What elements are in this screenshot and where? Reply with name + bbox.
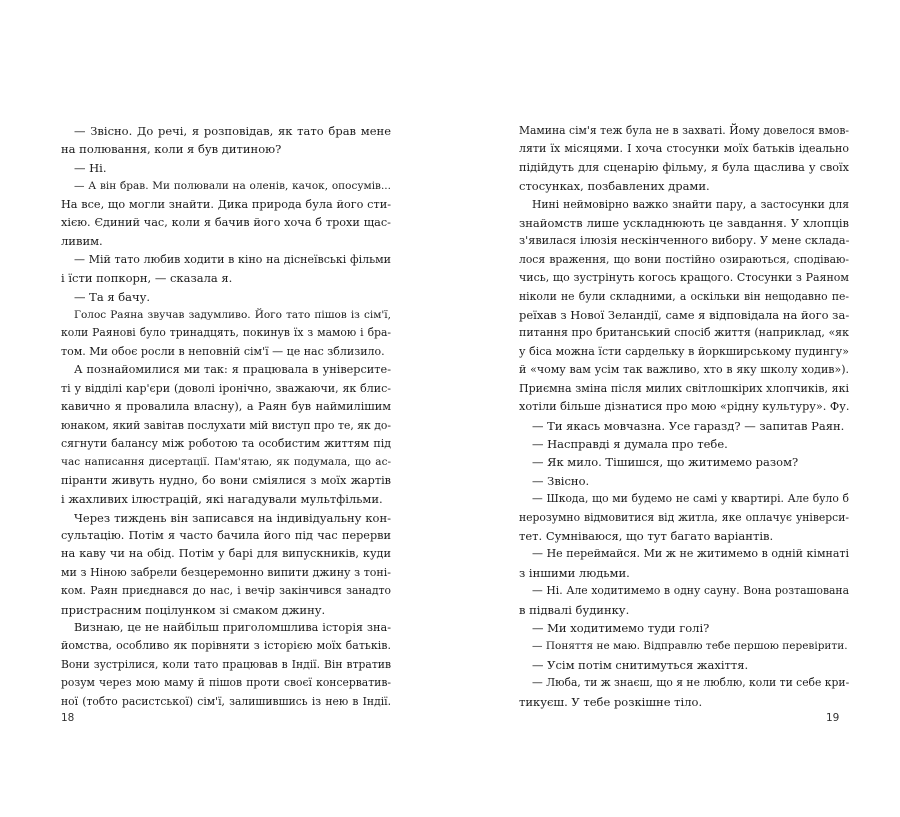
right-page-body — [519, 122, 849, 711]
paragraph — [61, 159, 391, 177]
text-line: на каву чи на обід. Потім у барі для випускників, куди — [61, 547, 391, 561]
text-line: Мамина сім'я теж була не в захваті. Йому довелося вмов- — [519, 124, 849, 137]
text-line: — Ми ходитимемо туди голі? — [532, 620, 710, 635]
text-line: ком. Раян приєднався до нас, і вечір закінчився занадто — [61, 584, 391, 598]
paragraph — [519, 545, 849, 582]
text-line: Вони зустрілися, коли тато працював в Індії. Він втратив — [61, 657, 391, 671]
text-line: — Не переймайся. Ми ж не житимемо в одній кімнаті — [532, 547, 849, 561]
text-line: хотіли більше дізнатися про мою «рідну культуру». Фу. — [519, 400, 849, 414]
paragraph — [519, 417, 849, 435]
text-line: — Ні. — [74, 160, 107, 175]
paragraph — [519, 674, 849, 711]
text-line: — Ти якась мовчазна. Усе гаразд? — запитав Раян. — [532, 418, 845, 433]
text-line: хією. Єдиний час, коли я бачив його хоча б трохи щас- — [61, 216, 391, 230]
text-line: — Усім потім снитимуться жахіття. — [532, 657, 749, 672]
text-line: Голос Раяна звучав задумливо. Його тато пішов із сім'ї, — [74, 309, 391, 322]
paragraph — [519, 656, 849, 674]
paragraph — [519, 122, 849, 196]
text-line: тет. Сумніваюся, що тут багато варіантів. — [519, 528, 774, 543]
paragraph — [519, 582, 849, 619]
text-line: ляти їх місяцями. І хоча стосунки моїх батьків ідеально — [519, 142, 849, 156]
text-line: підійдуть для сценарію фільму, я була щаслива у своїх — [519, 160, 849, 174]
text-line: — Шкода, що ми будемо не самі у квартирі. Але було б — [532, 492, 849, 506]
text-line: Приємна зміна після милих світлошкірих хлопчиків, які — [519, 381, 849, 395]
text-line: на полювання, коли я був дитиною? — [61, 142, 282, 157]
text-line: реїхав з Нової Зеландії, саме я відповідала на його за- — [519, 308, 849, 323]
paragraph — [519, 637, 849, 655]
text-line: — Мій тато любив ходити в кіно на діснеївські фільми — [74, 252, 391, 266]
text-line: стосунках, позбавлених драми. — [519, 179, 710, 194]
text-line: — Насправді я думала про тебе. — [532, 436, 728, 451]
text-line: питання про британський спосіб життя (наприклад, «як — [519, 326, 849, 340]
text-line: ливим. — [61, 234, 103, 249]
paragraph — [519, 619, 849, 637]
paragraph — [61, 288, 391, 306]
paragraph — [519, 490, 849, 545]
text-line: знайомств лише ускладнюють це завдання. У хлопців — [519, 216, 849, 231]
text-line: тикуєш. У тебе розкішне тіло. — [519, 694, 703, 709]
text-line: і жахливих ілюстрацій, які нагадували мультфільми. — [61, 492, 383, 507]
text-line: розум через мою маму й пішов проти своєї консерватив- — [61, 676, 391, 690]
paragraph — [519, 472, 849, 490]
page-number-right: 19 — [826, 712, 840, 724]
text-line: чись, що зустрінуть когось кращого. Стосунки з Раяном — [519, 271, 849, 285]
text-line: ті у відділі кар'єри (доволі іронічно, зважаючи, як блис- — [61, 381, 391, 395]
text-line: й «чому вам усім так важливо, хто в яку школу ходив»). — [519, 363, 849, 377]
text-line: На все, що могли знайти. Дика природа була його сти- — [61, 197, 391, 211]
paragraph — [519, 453, 849, 471]
paragraph — [61, 306, 391, 361]
text-line: в підвалі будинку. — [519, 602, 630, 617]
text-line: пристрасним поцілунком зі смаком джину. — [61, 602, 326, 617]
paragraph — [61, 619, 391, 711]
text-line: — Звісно. — [532, 473, 590, 488]
text-line: з іншими людьми. — [519, 565, 630, 580]
text-line: Нині неймовірно важко знайти пару, а застосунки для — [532, 197, 849, 211]
text-line: ніколи не були складними, а оскільки він нещодавно пе- — [519, 289, 849, 303]
text-line: нерозумно відмовитися від житла, яке оплачує універси- — [519, 510, 849, 524]
text-line: лося враження, що вони постійно озираються, сподіваю- — [519, 252, 849, 266]
text-line: ної (тобто расистської) сім'ї, залишившись із нею в Індії. — [61, 694, 391, 708]
left-page-body — [61, 122, 391, 711]
paragraph — [519, 435, 849, 453]
paragraph — [519, 196, 849, 417]
text-line: коли Раянові було тринадцять, покинув їх з мамою і бра- — [61, 326, 391, 340]
paragraph — [61, 509, 391, 619]
paragraph — [61, 361, 391, 508]
text-line: юнаком, який завітав послухати мій виступ про те, як до- — [61, 418, 391, 432]
text-line: з'явилася ілюзія нескінченного вибору. У мене склада- — [519, 234, 849, 248]
text-line: кавично я провалила власну), а Раян був наймилішим — [61, 400, 391, 414]
text-line: сультацію. Потім я часто бачила його під час перерви — [61, 528, 391, 542]
text-line: Визнаю, це не найбільш приголомшлива історія зна- — [74, 620, 391, 634]
paragraph — [61, 177, 391, 251]
text-line: — Ні. Але ходитимемо в одну сауну. Вона розташована — [532, 584, 849, 598]
text-line: А познайомилися ми так: я працювала в університе- — [74, 363, 391, 377]
text-line: час написання дисертації. Пам'ятаю, як подумала, що ас- — [61, 456, 391, 469]
text-line: — Поняття не маю. Відправлю тебе першою перевірити. — [532, 640, 848, 653]
text-line: — Як мило. Тішишся, що житимемо разом? — [532, 455, 799, 470]
text-line: — Звісно. До речі, я розповідав, як тато брав мене — [74, 124, 391, 138]
text-line: — А він брав. Ми полювали на оленів, качок, опосумів... — [74, 180, 391, 193]
text-line: йомства, особливо як порівняти з історією моїх батьків. — [61, 639, 391, 653]
text-line: Через тиждень він записався на індивідуальну кон- — [74, 510, 391, 525]
text-line: піранти живуть нудно, бо вони сміялися з моїх жартів — [61, 473, 391, 487]
text-line: том. Ми обоє росли в неповній сім'ї — це нас зблизило. — [61, 344, 385, 358]
text-line: у біса можна їсти сардельку в йоркширському пудингу» — [519, 344, 849, 358]
text-line: — Та я бачу. — [74, 289, 151, 304]
text-line: і їсти попкорн, — сказала я. — [61, 271, 233, 286]
page-number-left: 18 — [61, 712, 75, 724]
text-line: — Люба, ти ж знаєш, що я не люблю, коли ти себе кри- — [532, 676, 849, 690]
paragraph — [61, 251, 391, 288]
text-line: сягнути балансу між роботою та особистим життям під — [61, 436, 391, 450]
text-line: ми з Ніною забрели безцеремонно випити джину з тоні- — [61, 565, 391, 579]
paragraph — [61, 122, 391, 159]
